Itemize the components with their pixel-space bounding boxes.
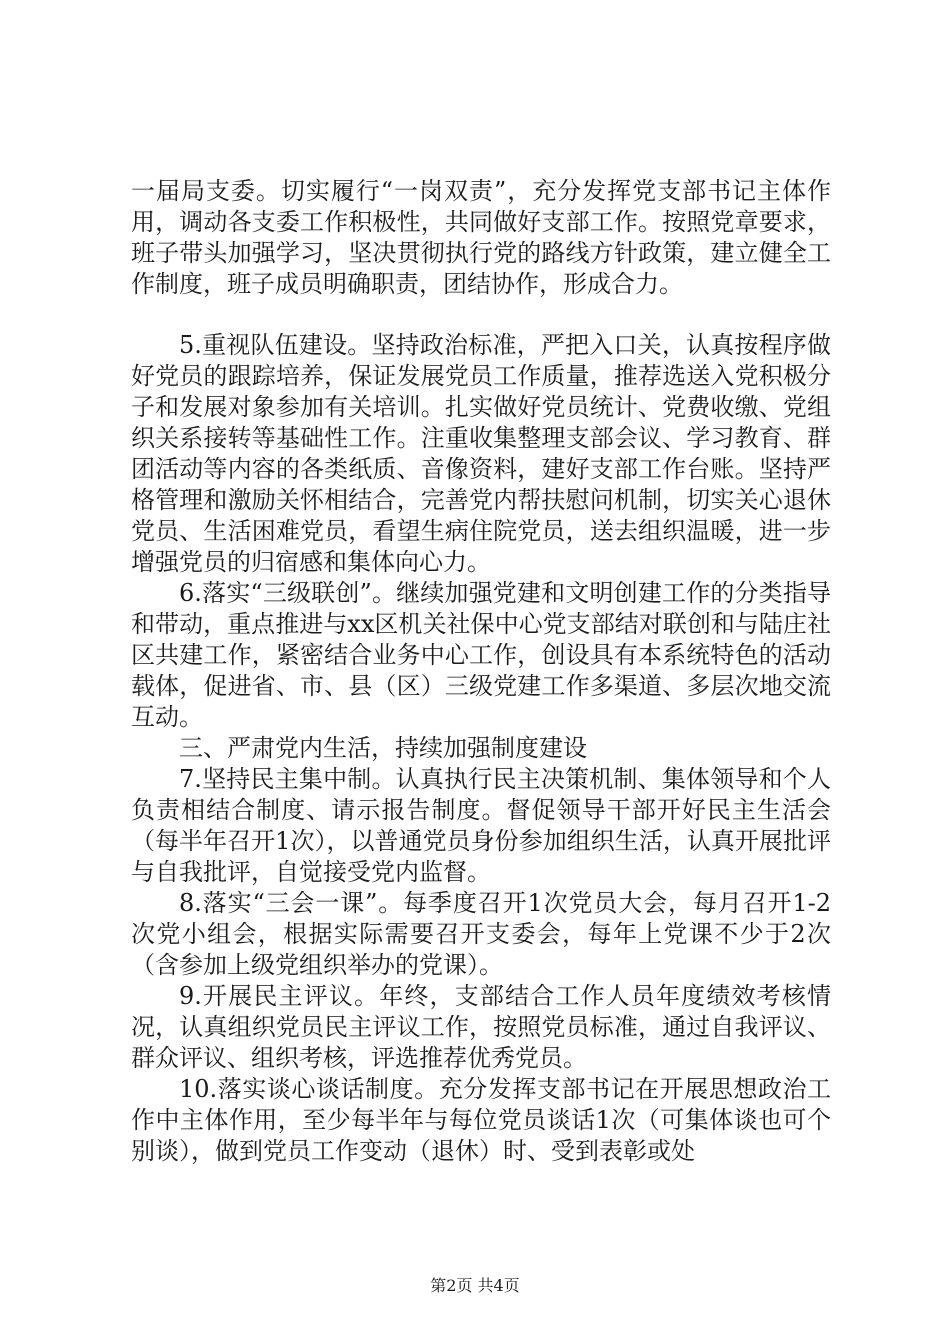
paragraph-item-9: 9.开展民主评议。年终，支部结合工作人员年度绩效考核情况，认真组织党员民主评议工作，按照党员标准，通过自我评议、群众评议、组织考核，评选推荐优秀党员。 xyxy=(131,982,831,1072)
paragraph-continuation: 一届局支委。切实履行“一岗双责”，充分发挥党支部书记主体作用，调动各支委工作积极性，共同做好支部工作。按照党章要求，班子带头加强学习，坚决贯彻执行党的路线方针政策，建立健全工作制度，班子成员明确职责，团结协作，形成合力。 xyxy=(131,177,831,298)
paragraph-item-5: 5.重视队伍建设。坚持政治标准，严把入口关，认真按程序做好党员的跟踪培养，保证发展党员工作质量，推荐选送入党积极分子和发展对象参加有关培训。扎实做好党员统计、党费收缴、党组织关系接转等基础性工作。注重收集整理支部会议、学习教育、群团活动等内容的各类纸质、音像资料，建好支部工作台账。坚持严格管理和激励关怀相结合，完善党内帮扶慰问机制，切实关心退休党员、生活困难党员，看望生病住院党员，送去组织温暖，进一步增强党员的归宿感和集体向心力。 xyxy=(131,331,831,576)
section-heading-3: 三、严肃党内生活，持续加强制度建设 xyxy=(179,734,587,762)
paragraph-item-10: 10.落实谈心谈话制度。充分发挥支部书记在开展思想政治工作中主体作用，至少每半年与每位党员谈话1次（可集体谈也可个别谈），做到党员工作变动（退休）时、受到表彰或处 xyxy=(131,1075,831,1165)
page-number-footer: 第2页 共4页 xyxy=(430,1276,520,1295)
paragraph-item-7: 7.坚持民主集中制。认真执行民主决策机制、集体领导和个人负责相结合制度、请示报告制度。督促领导干部开好民主生活会（每半年召开1次），以普通党员身份参加组织生活，认真开展批评与自我批评，自觉接受党内监督。 xyxy=(131,765,831,886)
document-body xyxy=(131,176,831,1167)
paragraph-item-6: 6.落实“三级联创”。继续加强党建和文明创建工作的分类指导和带动，重点推进与xx区机关社保中心党支部结对联创和与陆庄社区共建工作，紧密结合业务中心工作，创设具有本系统特色的活动载体，促进省、市、县（区）三级党建工作多渠道、多层次地交流互动。 xyxy=(131,579,831,731)
paragraph-item-8: 8.落实“三会一课”。每季度召开1次党员大会，每月召开1-2次党小组会，根据实际需要召开支委会，每年上党课不少于2次（含参加上级党组织举办的党课）。 xyxy=(131,889,831,979)
